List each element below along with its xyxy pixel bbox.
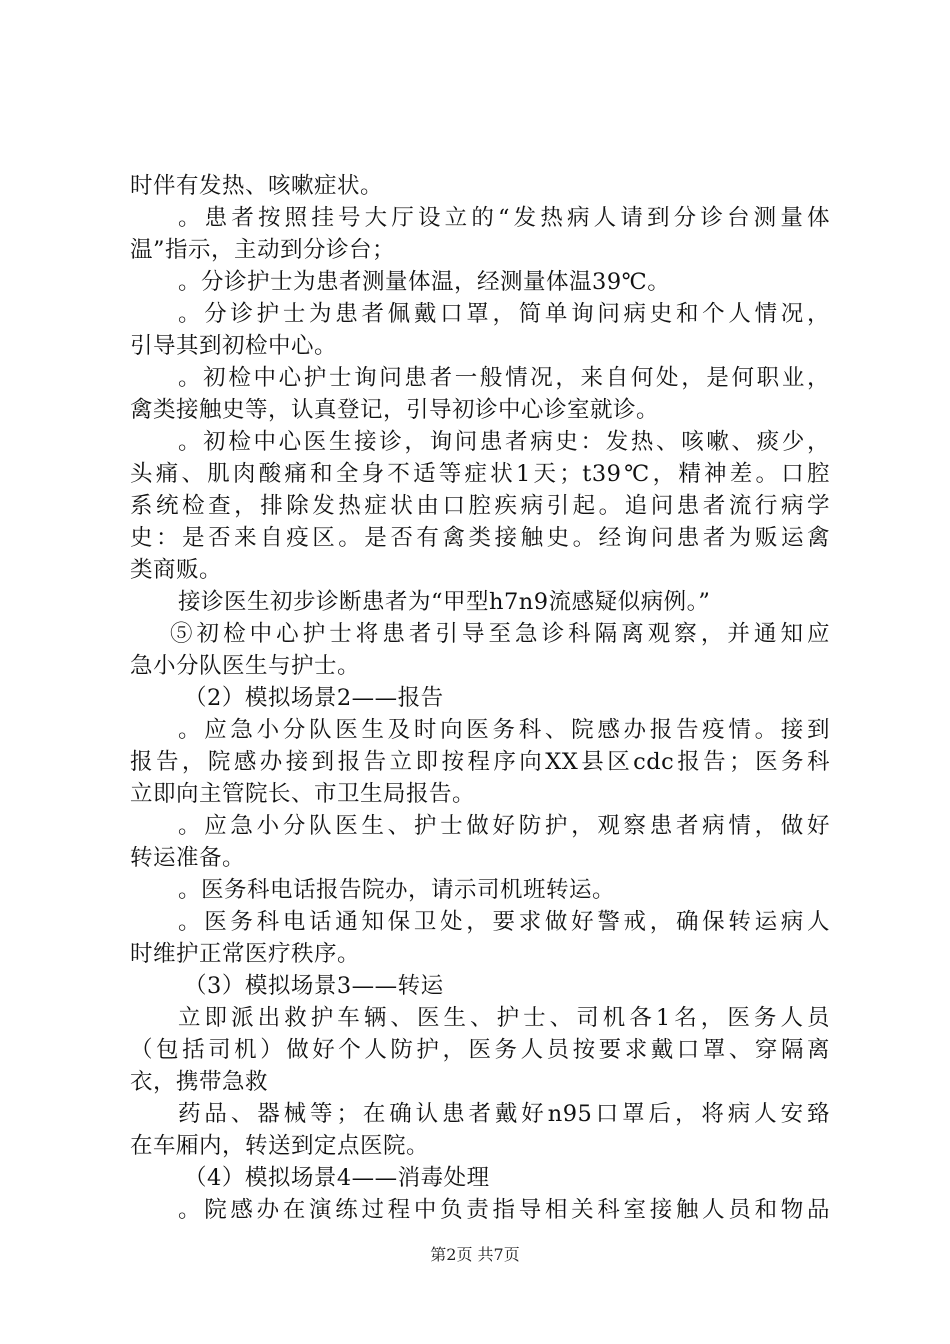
text-line: 。患者按照挂号大厅设立的“发热病人请到分诊台测量体 (178, 205, 830, 231)
text-line: 。初检中心护士询问患者一般情况，来自何处，是何职业， (178, 365, 830, 391)
text-line: 。应急小分队医生、护士做好防护，观察患者病情，做好 (178, 813, 830, 839)
text-line: ⑤初检中心护士将患者引导至急诊科隔离观察，并通知应 (170, 621, 830, 647)
text-line: 急小分队医生与护士。 (130, 653, 361, 679)
text-line: 系统检查，排除发热症状由口腔疾病引起。追问患者流行病学 (130, 493, 830, 519)
text-line: 。初检中心医生接诊，询问患者病史：发热、咳嗽、痰少， (178, 429, 830, 455)
section-heading: （3）模拟场景3——转运 (184, 973, 444, 999)
text-line: 接诊医生初步诊断患者为“甲型h7n9流感疑似病例。” (178, 589, 711, 615)
text-line: 头痛、肌肉酸痛和全身不适等症状1天；t39℃，精神差。口腔 (130, 461, 830, 487)
text-line: 报告，院感办接到报告立即按程序向XX县区cdc报告；医务科 (130, 749, 830, 775)
text-line: 在车厢内，转送到定点医院。 (130, 1133, 430, 1159)
text-line: 立即派出救护车辆、医生、护士、司机各1名，医务人员 (178, 1005, 830, 1031)
document-body (130, 170, 830, 1226)
text-line: 引导其到初检中心。 (130, 333, 338, 359)
section-heading: （2）模拟场景2——报告 (184, 685, 444, 711)
text-line: 时维护正常医疗秩序。 (130, 941, 361, 967)
text-line: 转运准备。 (130, 845, 246, 871)
text-line: 。院感办在演练过程中负责指导相关科室接触人员和物品 (178, 1197, 830, 1223)
text-line: 立即向主管院长、市卫生局报告。 (130, 781, 476, 807)
text-line: 。应急小分队医生及时向医务科、院感办报告疫情。接到 (178, 717, 830, 743)
page-footer: 第2页 共7页 (430, 1245, 520, 1264)
text-line: 类商贩。 (130, 557, 223, 583)
text-line: 。医务科电话通知保卫处，要求做好警戒，确保转运病人 (178, 909, 830, 935)
text-line: 禽类接触史等，认真登记，引导初诊中心诊室就诊。 (130, 397, 660, 423)
text-line: 。医务科电话报告院办，请示司机班转运。 (178, 877, 616, 903)
text-line: 时伴有发热、咳嗽症状。 (130, 173, 384, 199)
text-line: 衣，携带急救 (130, 1069, 269, 1095)
section-heading: （4）模拟场景4——消毒处理 (184, 1165, 490, 1191)
text-line: 。分诊护士为患者佩戴口罩，简单询问病史和个人情况， (178, 301, 830, 327)
text-line: （包括司机）做好个人防护，医务人员按要求戴口罩、穿隔离 (130, 1037, 830, 1063)
text-line: 药品、器械等；在确认患者戴好n95口罩后，将病人安臵 (178, 1101, 830, 1127)
text-line: 。分诊护士为患者测量体温，经测量体温39℃。 (178, 269, 671, 295)
text-line: 史：是否来自疫区。是否有禽类接触史。经询问患者为贩运禽 (130, 525, 830, 551)
text-line: 温”指示，主动到分诊台； (130, 237, 396, 263)
